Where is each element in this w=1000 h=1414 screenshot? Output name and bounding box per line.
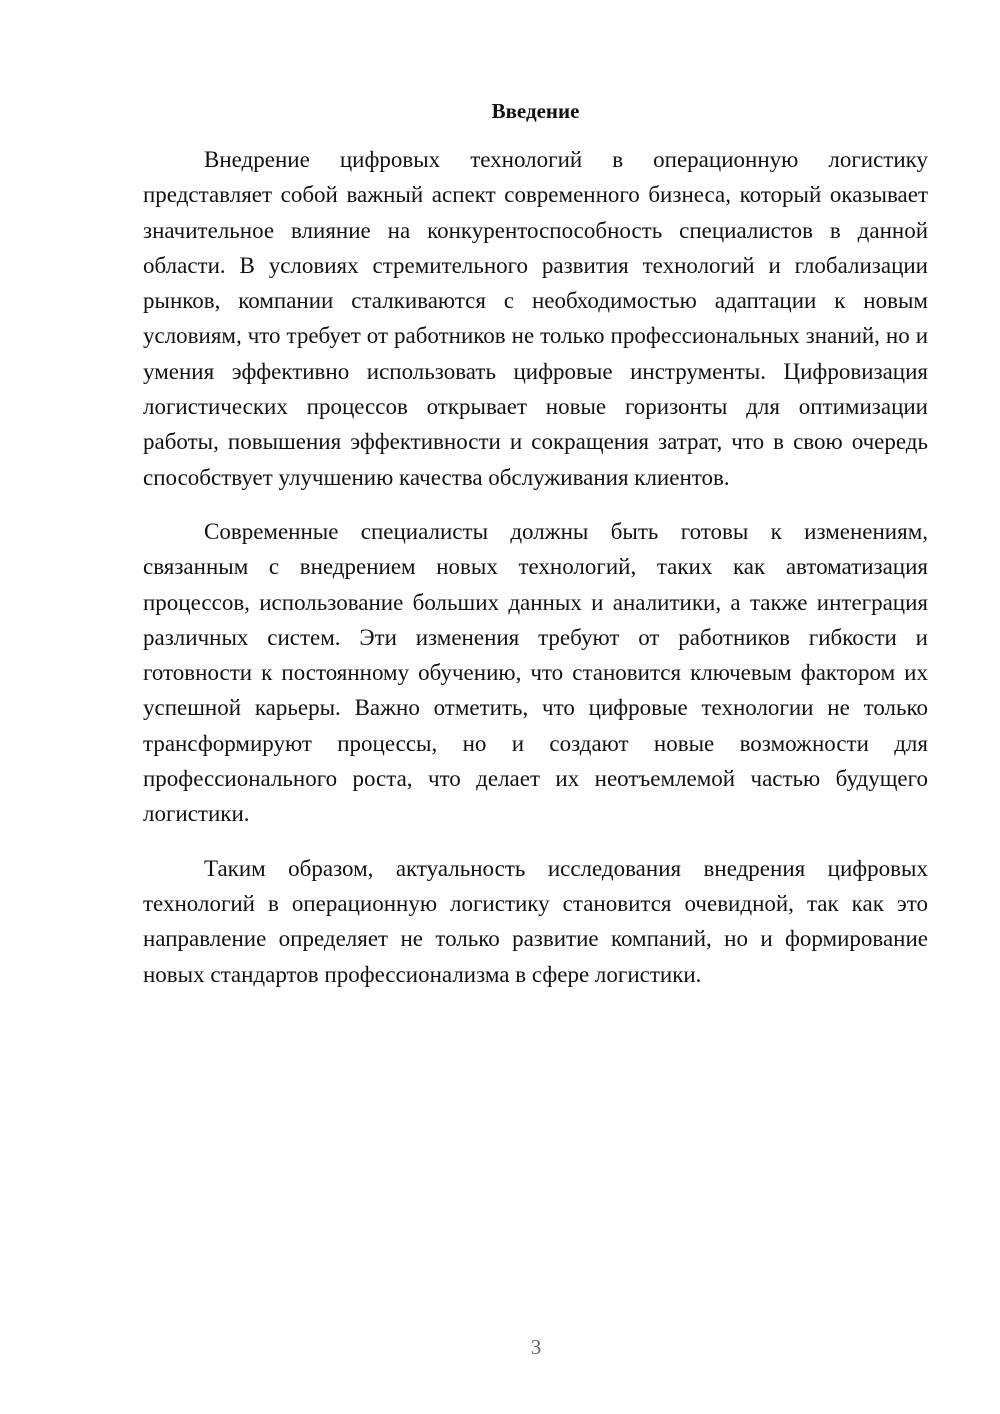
section-title: Введение [491, 99, 580, 123]
paragraph-2: Современные специалисты должны быть готовы к изменениям, связанным с внедрением новых технологий, таких как автоматизация процессов, использование больших данных и аналитики, а также интеграция различных систем. Эти изменения требуют от работников гибкости и готовности к постоянному обучению, что становится ключевым фактором их успешной карьеры. Важно отметить, что цифровые технологии не только трансформируют процессы, но и создают новые возможности для профессионального роста, что делает их неотъемлемой частью будущего логистики. [143, 518, 928, 827]
paragraph-3: Таким образом, актуальность исследования внедрения цифровых технологий в операционную логистику становится очевидной, так как это направление определяет не только развитие компаний, но и формирование новых стандартов профессионализма в сфере логистики. [143, 855, 928, 987]
body-text [143, 142, 928, 1011]
paragraph-1: Внедрение цифровых технологий в операционную логистику представляет собой важный аспект современного бизнеса, который оказывает значительное влияние на конкурентоспособность специалистов в данной области. В условиях стремительного развития технологий и глобализации рынков, компании сталкиваются с необходимостью адаптации к новым условиям, что требует от работников не только профессиональных знаний, но и умения эффективно использовать цифровые инструменты. Цифровизация логистических процессов открывает новые горизонты для оптимизации работы, повышения эффективности и сокращения затрат, что в свою очередь способствует улучшению качества обслуживания клиентов. [143, 147, 928, 490]
page-number: 3 [530, 1335, 542, 1359]
